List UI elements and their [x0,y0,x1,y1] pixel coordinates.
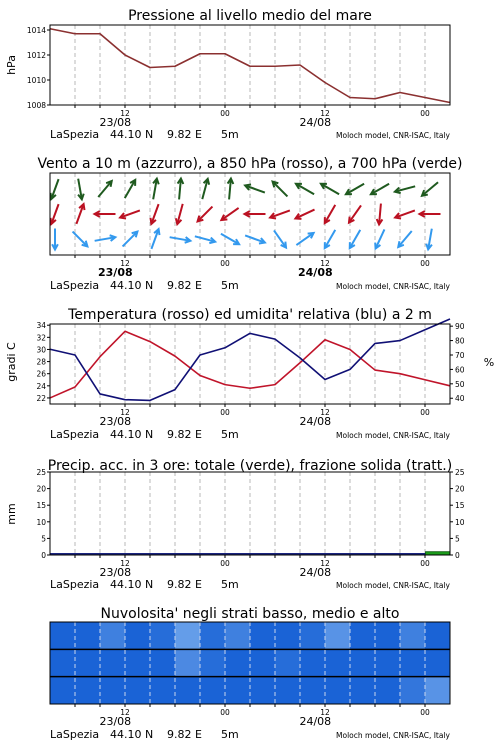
date-label: 24/08 [299,566,332,579]
station-alt: 5m [221,428,239,441]
x-tick-label: 00 [220,559,230,568]
y-tick-label: 10 [455,517,465,527]
wind-arrow [221,208,238,220]
pressure-yticks [27,26,50,110]
wind-arrow [78,179,84,200]
y-tick-label: 25 [455,468,465,477]
cloud-cell [75,649,100,676]
date-label: 24/08 [298,266,333,279]
date-label: 23/08 [99,566,132,579]
wind-arrow [76,204,84,224]
humidity-ylabel: % [483,356,495,369]
station-lon: 9.82 E [167,428,202,441]
temperature-yticks [36,321,50,403]
y-tick-label: 15 [36,501,46,511]
cloud-cell [300,622,325,649]
precipitation-panel [5,458,465,591]
cloud-cell [200,677,225,704]
cloud-cell [100,622,125,649]
temperature-dates [99,415,331,428]
cloud-cell [275,622,300,649]
wind-arrow [151,229,159,249]
y-tick-label: 1010 [26,76,46,85]
model-credit: Moloch model, CNR-ISAC, Italy [336,282,450,291]
wind-arrow [125,180,136,198]
station-alt: 5m [221,578,239,591]
cloud-dates [99,715,331,728]
cloud-cell [225,649,250,676]
model-credit: Moloch model, CNR-ISAC, Italy [336,431,450,440]
model-credit: Moloch model, CNR-ISAC, Italy [336,731,450,740]
y-tick-label: 10 [36,517,46,527]
wind-arrow [295,210,314,219]
y-tick-label: 22 [36,393,46,403]
cloud-cell [200,649,225,676]
x-tick-label: 00 [420,559,430,568]
wind-dates [98,266,333,279]
wind-arrow [51,204,59,224]
cloud-cell [425,649,450,676]
precipitation-ylabel: mm [5,503,18,525]
wind-arrow [202,179,209,199]
y-tick-label: 24 [36,381,46,391]
pressure-panel [5,8,451,141]
wind-arrow [349,205,361,222]
date-label: 24/08 [299,715,332,728]
y-tick-label: 50 [455,379,465,389]
wind-station-info [50,279,451,292]
wind-arrow [95,211,116,217]
cloud-cell [150,677,175,704]
y-tick-label: 0 [41,551,46,560]
wind-arrow [228,179,234,200]
cloud-cell [150,649,175,676]
wind-arrow [221,234,239,245]
x-tick-label: 12 [120,708,130,717]
y-tick-label: 1008 [26,101,46,110]
cloud-cell [325,649,350,676]
date-label: 24/08 [299,415,332,428]
wind-arrow [178,179,184,200]
date-label: 23/08 [99,116,132,129]
wind-arrow [170,237,191,243]
temperature-ylabel: gradi C [5,342,18,382]
x-tick-label: 12 [320,109,330,118]
y-tick-label: 25 [36,468,46,477]
cloud-cell [350,649,375,676]
x-tick-label: 00 [220,408,230,417]
cloud-station-info [50,728,451,741]
cloud-title: Nuvolosita' negli strati basso, medio e alto [100,606,400,622]
cloud-cell [325,622,350,649]
wind-arrow [375,229,384,248]
temperature-gridlines [75,324,425,404]
x-tick-label: 12 [320,259,330,268]
temperature-station-info [50,428,451,441]
station-lat: 44.10 N [110,728,154,741]
model-credit: Moloch model, CNR-ISAC, Italy [336,131,450,140]
wind-arrow [325,230,336,248]
wind-arrow [346,184,364,195]
station-alt: 5m [221,128,239,141]
wind-arrow [245,235,265,243]
cloud-cell [325,677,350,704]
y-tick-label: 5 [41,534,46,544]
x-tick-label: 12 [120,559,130,568]
date-label: 24/08 [299,116,332,129]
y-tick-label: 34 [36,321,46,331]
cloud-cell [125,649,150,676]
y-tick-label: 60 [455,365,465,375]
wind-arrow [420,211,441,217]
station-lon: 9.82 E [167,279,202,292]
station-name: LaSpezia [50,128,100,141]
pressure-gridlines [75,25,425,105]
wind-arrow [274,230,286,247]
cloud-cell [350,622,375,649]
wind-arrow [153,179,159,200]
precipitation-station-info [50,578,451,591]
wind-arrow [270,210,290,218]
x-tick-label: 00 [420,259,430,268]
cloud-cell [225,622,250,649]
wind-arrow [296,184,314,195]
wind-arrow [395,210,415,218]
wind-arrow-shaft [349,205,361,222]
x-tick-label: 00 [220,109,230,118]
wind-arrow [52,229,58,250]
wind-title: Vento a 10 m (azzurro), a 850 hPa (rosso), a 700 hPa (verde) [37,156,463,172]
station-name: LaSpezia [50,728,100,741]
wind-arrow [95,235,116,241]
wind-arrow [296,233,313,245]
cloud-cell [300,649,325,676]
cloud-panel [50,606,451,741]
cloud-cell [350,677,375,704]
y-tick-label: 28 [36,357,46,367]
y-tick-label: 5 [455,534,460,544]
y-tick-label: 20 [36,484,46,494]
station-lon: 9.82 E [167,128,202,141]
cloud-cell [275,649,300,676]
station-alt: 5m [221,728,239,741]
cloud-cell [125,622,150,649]
cloud-cell [250,677,275,704]
date-label: 23/08 [99,415,132,428]
y-tick-label: 40 [455,394,465,404]
pressure-frame [50,25,450,105]
precipitation-title: Precip. acc. in 3 ore: totale (verde), frazione solida (tratt.) [47,458,453,474]
station-name: LaSpezia [50,279,100,292]
station-name: LaSpezia [50,578,100,591]
wind-panel [37,156,462,292]
station-lat: 44.10 N [110,578,154,591]
humidity-yticks [450,322,465,403]
y-tick-label: 15 [455,501,465,511]
cloud-cell [425,677,450,704]
cloud-cell [400,649,425,676]
station-lat: 44.10 N [110,128,154,141]
cloud-cell [50,677,75,704]
cloud-cell [50,622,75,649]
y-tick-label: 32 [36,333,46,343]
cloud-cell [175,649,200,676]
cloud-cell [400,622,425,649]
cloud-cell [425,622,450,649]
cloud-cell [225,677,250,704]
temperature-frame [50,324,450,404]
x-tick-label: 00 [220,259,230,268]
wind-arrow [422,182,438,195]
precipitation-gridlines [75,472,425,555]
wind-arrow [245,185,265,193]
y-tick-label: 80 [455,336,465,346]
temperature-title: Temperatura (rosso) ed umidita' relativa (blu) a 2 m [68,307,432,323]
station-lat: 44.10 N [110,428,154,441]
cloud-cell [275,677,300,704]
cloud-cell [75,677,100,704]
wind-arrow [120,210,140,218]
precipitation-yticks-right [450,468,465,560]
cloud-cell [125,677,150,704]
wind-arrow [321,184,339,195]
station-alt: 5m [221,279,239,292]
wind-arrow-shaft [422,182,438,195]
cloud-cell [100,677,125,704]
y-tick-label: 30 [36,345,46,355]
model-credit: Moloch model, CNR-ISAC, Italy [336,581,450,590]
wind-arrow [51,179,59,199]
y-tick-label: 26 [36,369,46,379]
cloud-cell [400,677,425,704]
y-tick-label: 20 [455,484,465,494]
x-tick-label: 12 [120,259,130,268]
pressure-station-info [50,128,451,141]
wind-arrow [395,186,415,193]
x-tick-label: 12 [120,109,130,118]
cloud-cell [200,622,225,649]
wind-arrow [371,184,389,195]
cloud-cells [50,622,450,704]
wind-arrow [195,236,215,243]
station-name: LaSpezia [50,428,100,441]
pressure-title: Pressione al livello medio del mare [128,8,372,24]
cloud-cell [100,649,125,676]
wind-arrow [325,205,336,223]
cloud-cell [250,622,275,649]
pressure-ylabel: hPa [5,55,18,75]
station-lat: 44.10 N [110,279,154,292]
wind-arrow [377,204,383,225]
date-label: 23/08 [99,715,132,728]
wind-arrow [245,211,266,217]
cloud-cell [300,677,325,704]
station-lon: 9.82 E [167,728,202,741]
wind-arrow-shaft [296,233,313,245]
y-tick-label: 1014 [26,26,46,35]
wind-arrow [151,204,159,224]
x-tick-label: 00 [420,408,430,417]
x-tick-label: 00 [420,109,430,118]
y-tick-label: 1012 [26,51,46,60]
cloud-cell [250,649,275,676]
wind-arrow [176,204,183,224]
station-lon: 9.82 E [167,578,202,591]
y-tick-label: 0 [455,551,460,560]
y-tick-label: 90 [455,322,465,332]
date-label: 23/08 [98,266,133,279]
precipitation-yticks [36,468,50,560]
x-tick-label: 12 [320,708,330,717]
wind-arrow-shaft [274,230,286,247]
x-tick-label: 12 [120,408,130,417]
cloud-cell [75,622,100,649]
cloud-cell [375,649,400,676]
wind-arrow [350,230,361,248]
x-tick-label: 12 [320,408,330,417]
x-tick-label: 00 [220,708,230,717]
temperature-panel [5,307,494,441]
cloud-cell [375,677,400,704]
cloud-cell [375,622,400,649]
x-tick-label: 00 [420,708,430,717]
x-tick-label: 12 [320,559,330,568]
cloud-cell [175,622,200,649]
cloud-cell [150,622,175,649]
y-tick-label: 70 [455,350,465,360]
wind-arrow [426,229,432,250]
wind-arrows [51,179,441,250]
wind-arrow-shaft [221,208,238,220]
cloud-cell [50,649,75,676]
cloud-cell [175,677,200,704]
